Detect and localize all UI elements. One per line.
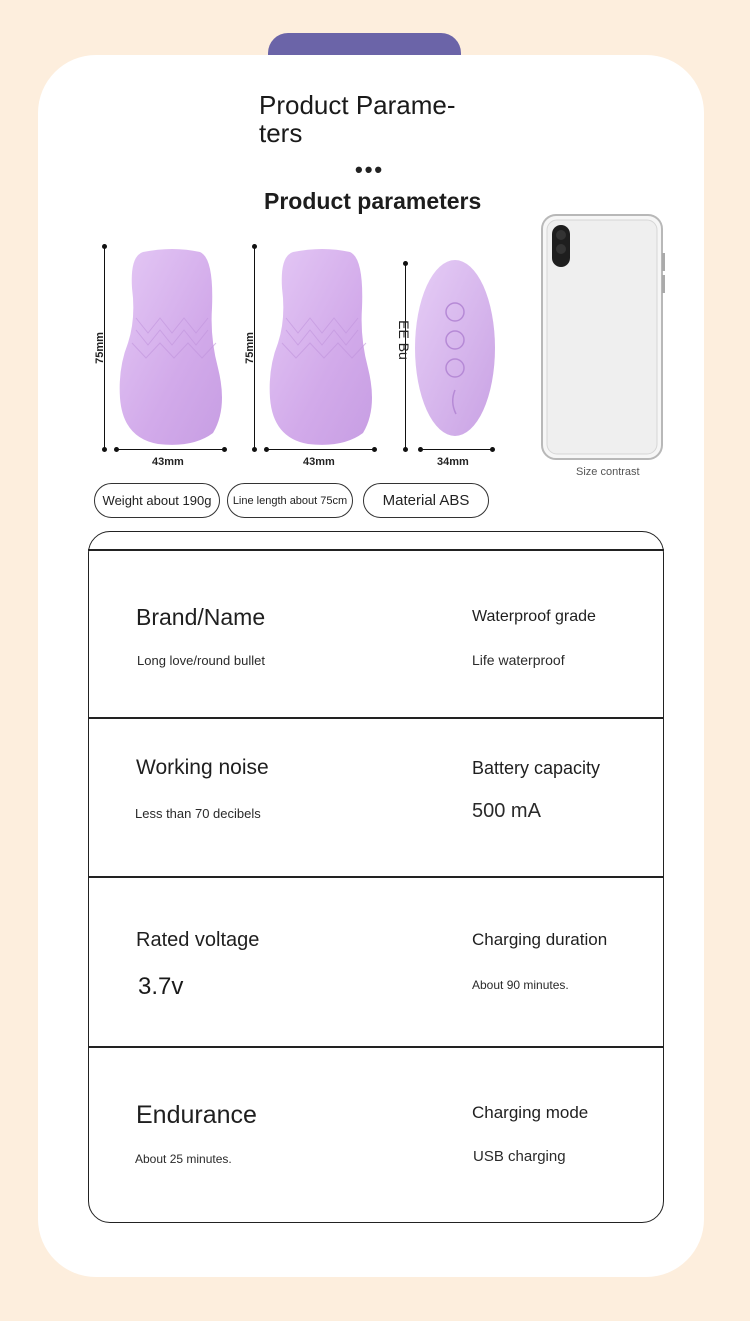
remote-height-label: EE Bu <box>395 320 412 360</box>
remote-image <box>412 256 498 440</box>
title-line-2: ters <box>259 118 303 148</box>
weight-pill: Weight about 190g <box>94 483 220 518</box>
decorative-dots: ••• <box>355 157 385 182</box>
dimension-dot <box>418 447 423 452</box>
title-line-1: Product Parame- <box>259 90 456 120</box>
phone-comparison-image <box>540 213 666 463</box>
width-dimension-line <box>266 449 376 450</box>
table-divider <box>88 1046 664 1048</box>
size-contrast-caption: Size contrast <box>576 466 640 478</box>
endurance-key: Endurance <box>136 1101 257 1129</box>
width-label-2: 43mm <box>303 456 335 468</box>
product-image-2 <box>268 248 378 446</box>
waterproof-grade-value: Life waterproof <box>472 652 565 668</box>
waterproof-grade-key: Waterproof grade <box>472 608 596 625</box>
dimension-dot <box>114 447 119 452</box>
rated-voltage-value: 3.7v <box>138 973 184 1000</box>
dimension-dot <box>102 244 107 249</box>
charging-mode-value: USB charging <box>473 1148 566 1165</box>
height-label-2: 75mm <box>243 332 256 364</box>
charging-mode-key: Charging mode <box>472 1103 589 1122</box>
line-length-pill: Line length about 75cm <box>227 483 353 518</box>
width-dimension-line <box>116 449 226 450</box>
dimension-dot <box>102 447 107 452</box>
width-label-3: 34mm <box>437 456 469 468</box>
table-divider <box>88 717 664 719</box>
battery-capacity-key: Battery capacity <box>472 758 601 778</box>
battery-capacity-value: 500 mA <box>472 800 541 822</box>
brand-name-key: Brand/Name <box>136 604 266 630</box>
product-image-1 <box>118 248 228 446</box>
rated-voltage-key: Rated voltage <box>136 929 260 951</box>
endurance-value: About 25 minutes. <box>135 1152 232 1166</box>
table-divider <box>88 876 664 878</box>
width-dimension-line <box>420 449 494 450</box>
material-pill: Material ABS <box>363 483 489 518</box>
dimension-dot <box>372 447 377 452</box>
height-label-1: 75mm <box>93 332 106 364</box>
dimension-dot <box>403 447 408 452</box>
page-title <box>259 91 499 147</box>
charging-duration-value: About 90 minutes. <box>472 978 569 992</box>
dimension-dot <box>264 447 269 452</box>
working-noise-key: Working noise <box>136 756 269 779</box>
brand-name-value: Long love/round bullet <box>137 653 265 668</box>
dimension-dot <box>222 447 227 452</box>
charging-duration-key: Charging duration <box>472 930 608 949</box>
section-subtitle: Product parameters <box>264 188 482 214</box>
dimension-dot <box>403 261 408 266</box>
working-noise-value: Less than 70 decibels <box>135 806 261 821</box>
table-divider <box>88 549 664 551</box>
dimension-dot <box>490 447 495 452</box>
width-label-1: 43mm <box>152 456 184 468</box>
dimension-dot <box>252 447 257 452</box>
dimension-dot <box>252 244 257 249</box>
